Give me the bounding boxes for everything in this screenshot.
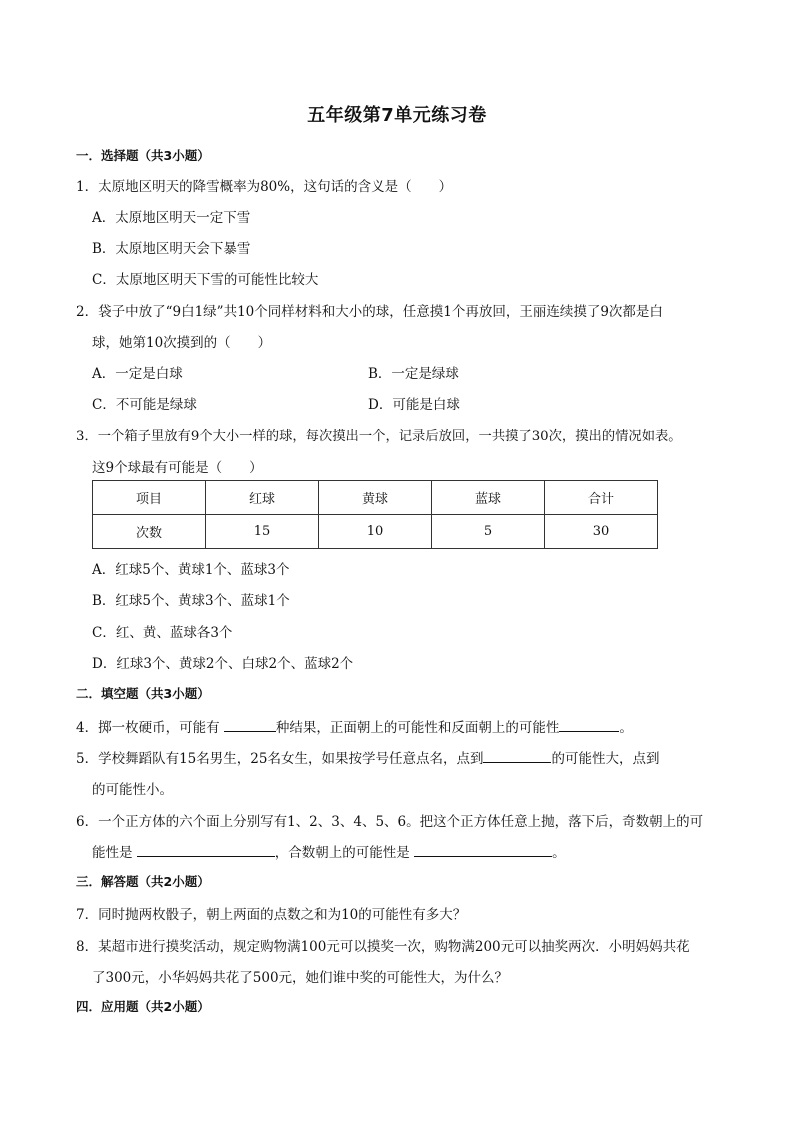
question-5-line2: 的可能性小。 — [92, 782, 173, 798]
question-8-line2: 了300元，小华妈妈共花了500元，她们谁中奖的可能性大，为什么？ — [92, 970, 509, 986]
question-3-option-b: B．红球5个、黄球3个、蓝球1个 — [92, 593, 290, 609]
question-2-stem-line1: 2．袋子中放了“9白1绿”共10个同样材料和大小的球，任意摸1个再放回，王丽连续摸了9次都是白 — [76, 304, 663, 320]
question-1-option-c: C．太原地区明天下雪的可能性比较大 — [92, 272, 319, 288]
question-2-option-a: A．一定是白球 — [92, 366, 183, 382]
table-cell: 红球 — [206, 481, 319, 515]
question-5-line1 — [76, 747, 659, 767]
answer-blank[interactable] — [414, 842, 552, 857]
question-2-stem-line2: 球，她第10次摸到的（ ） — [92, 335, 272, 351]
section-choice-heading: 一．选择题（共3小题） — [76, 148, 210, 163]
question-6-text-part3: 。 — [552, 845, 566, 861]
question-3-stem-line2: 这9个球最有可能是（ ） — [92, 460, 263, 476]
question-6-text-part1: 能性是 — [92, 845, 137, 861]
table-cell: 30 — [545, 515, 658, 549]
question-5-text-part1: 5．学校舞蹈队有15名男生，25名女生，如果按学号任意点名，点到 — [76, 751, 484, 767]
table-header-row — [93, 481, 658, 515]
question-8-line1: 8．某超市进行摸奖活动，规定购物满100元可以摸奖一次，购物满200元可以抽奖两次．小明妈妈共花 — [76, 939, 690, 955]
answer-blank[interactable] — [224, 717, 276, 732]
table-cell: 次数 — [93, 515, 206, 549]
question-5-text-part2: 的可能性大，点到 — [551, 751, 660, 767]
section-application-heading: 四．应用题（共2小题） — [76, 999, 210, 1014]
question-6-text-part2: ，合数朝上的可能性是 — [274, 845, 415, 861]
table-row — [93, 515, 658, 549]
section-fill-heading: 二．填空题（共3小题） — [76, 686, 210, 701]
question-6-line2 — [92, 841, 566, 861]
table-cell: 黄球 — [319, 481, 432, 515]
question-4-text-part2: 种结果，正面朝上的可能性和反面朝上的可能性 — [275, 720, 560, 736]
table-cell: 5 — [432, 515, 545, 549]
question-3-option-c: C．红、黄、蓝球各3个 — [92, 625, 233, 641]
table-cell: 蓝球 — [432, 481, 545, 515]
question-4-text-part1: 4．掷一枚硬币，可能有 — [76, 720, 224, 736]
answer-blank[interactable] — [559, 717, 619, 732]
question-1-stem: 1．太原地区明天的降雪概率为80%，这句话的含义是（ ） — [76, 179, 453, 195]
question-1-option-a: A．太原地区明天一定下雪 — [92, 210, 251, 226]
table-cell: 项目 — [93, 481, 206, 515]
tally-table — [92, 480, 658, 549]
question-2-option-d: D．可能是白球 — [368, 397, 460, 413]
table-cell: 合计 — [545, 481, 658, 515]
question-6-line1: 6．一个正方体的六个面上分别写有1、2、3、4、5、6。把这个正方体任意上抛，落下后，奇数朝上的可 — [76, 814, 704, 830]
section-solve-heading: 三．解答题（共2小题） — [76, 874, 210, 889]
page-title: 五年级第7单元练习卷 — [307, 105, 487, 126]
question-1-option-b: B．太原地区明天会下暴雪 — [92, 241, 251, 257]
table-cell: 15 — [206, 515, 319, 549]
question-7: 7．同时抛两枚骰子，朝上两面的点数之和为10的可能性有多大？ — [76, 907, 467, 923]
question-3-stem-line1: 3．一个箱子里放有9个大小一样的球，每次摸出一个，记录后放回，一共摸了30次，摸出的情况如表。 — [76, 429, 682, 444]
question-2-option-b: B．一定是绿球 — [368, 366, 459, 382]
answer-blank[interactable] — [137, 842, 275, 857]
question-2-option-c: C．不可能是绿球 — [92, 397, 197, 413]
question-3-option-a: A．红球5个、黄球1个、蓝球3个 — [92, 562, 290, 578]
table-cell: 10 — [319, 515, 432, 549]
answer-blank[interactable] — [483, 748, 551, 763]
question-4 — [76, 716, 633, 736]
question-4-text-part3: 。 — [619, 720, 633, 736]
question-3-option-d: D．红球3个、黄球2个、白球2个、蓝球2个 — [92, 656, 354, 672]
